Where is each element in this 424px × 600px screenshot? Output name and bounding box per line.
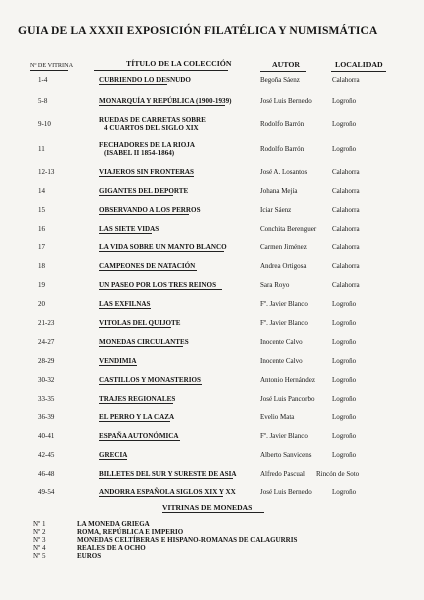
row-title: LAS EXFILNAS xyxy=(99,300,151,308)
row-location: Logroño xyxy=(332,395,357,403)
row-title: RUEDAS DE CARRETAS SOBRE xyxy=(99,116,206,124)
coin-title: EUROS xyxy=(77,552,102,560)
coin-number: Nº 1 xyxy=(33,520,46,528)
row-title-underline xyxy=(99,384,202,385)
row-number: 18 xyxy=(38,262,45,270)
row-title-underline xyxy=(99,233,152,234)
row-title: LA VIDA SOBRE UN MANTO BLANCO xyxy=(99,243,227,251)
row-title-underline xyxy=(99,289,222,290)
row-title-underline xyxy=(99,459,127,460)
row-location: Logroño xyxy=(332,300,357,308)
row-title: ANDORRA ESPAÑOLA SIGLOS XIX Y XX xyxy=(99,488,236,496)
row-number: 20 xyxy=(38,300,45,308)
row-number: 24-27 xyxy=(38,338,55,346)
header-author: AUTOR xyxy=(272,60,301,69)
row-number: 16 xyxy=(38,225,45,233)
row-number: 46-48 xyxy=(38,470,55,478)
row-author: José A. Losantos xyxy=(260,168,308,176)
row-author: Fº. Javier Blanco xyxy=(260,432,308,440)
row-author: Rodolfo Barrón xyxy=(260,120,305,128)
row-title: VENDIMIA xyxy=(99,357,137,365)
row-number: 40-41 xyxy=(38,432,55,440)
row-location: Calahorra xyxy=(332,262,360,270)
row-author: Evelio Mata xyxy=(260,413,295,421)
row-location: Logroño xyxy=(332,319,357,327)
row-title: CUBRIENDO LO DESNUDO xyxy=(99,76,191,84)
row-author: Alfredo Pascual xyxy=(260,470,305,478)
row-number: 36-39 xyxy=(38,413,55,421)
row-author: Conchita Berenguer xyxy=(260,225,317,233)
row-number: 15 xyxy=(38,206,45,214)
header-title-underline xyxy=(94,70,228,71)
row-number: 12-13 xyxy=(38,168,55,176)
row-author: Fº. Javier Blanco xyxy=(260,319,308,327)
row-title-underline xyxy=(99,270,197,271)
row-title: MONEDAS CIRCULANTES xyxy=(99,338,189,346)
row-title-underline xyxy=(99,195,173,196)
row-author: José Luis Bernedo xyxy=(260,97,312,105)
row-author: Andrea Ortigosa xyxy=(260,262,307,270)
row-location: Calahorra xyxy=(332,76,360,84)
coins-section-underline xyxy=(162,512,264,513)
coin-title: LA MONEDA GRIEGA xyxy=(77,520,150,528)
row-title: OBSERVANDO A LOS PERROS xyxy=(99,206,201,214)
row-location: Logroño xyxy=(332,488,357,496)
row-title-underline xyxy=(99,214,189,215)
header-num-underline xyxy=(30,70,68,71)
row-number: 28-29 xyxy=(38,357,55,365)
row-title: MONARQUÍA Y REPÚBLICA (1900-1939) xyxy=(99,97,232,105)
row-title-underline xyxy=(99,346,183,347)
row-location: Logroño xyxy=(332,338,357,346)
header-location: LOCALIDAD xyxy=(335,60,383,69)
coin-title: ROMA, REPÚBLICA E IMPERIO xyxy=(77,528,184,536)
row-title: GIGANTES DEL DEPORTE xyxy=(99,187,189,195)
row-author: Inocente Calvo xyxy=(260,357,303,365)
row-author: Begoña Sáenz xyxy=(260,76,300,84)
row-title: CASTILLOS Y MONASTERIOS xyxy=(99,376,201,384)
row-number: 19 xyxy=(38,281,45,289)
row-title-underline xyxy=(99,176,194,177)
row-title: LAS SIETE VIDAS xyxy=(99,225,160,233)
row-number: 21-23 xyxy=(38,319,55,327)
row-location: Logroño xyxy=(332,432,357,440)
header-title: TÍTULO DE LA COLECCIÓN xyxy=(126,59,232,68)
row-location: Logroño xyxy=(332,145,357,153)
row-location: Calahorra xyxy=(332,168,360,176)
row-location: Calahorra xyxy=(332,187,360,195)
row-title: CAMPEONES DE NATACIÓN xyxy=(99,262,196,270)
row-number: 33-35 xyxy=(38,395,55,403)
row-title-underline xyxy=(99,440,180,441)
row-author: Antonio Hernández xyxy=(260,376,316,384)
row-title-underline xyxy=(99,496,223,497)
coin-number: Nº 2 xyxy=(33,528,46,536)
row-author: Alberto Sanvicens xyxy=(260,451,312,459)
row-title-underline xyxy=(99,84,167,85)
row-location: Calahorra xyxy=(332,243,360,251)
row-location: Logroño xyxy=(332,451,357,459)
coin-title: REALES DE A OCHO xyxy=(77,544,146,552)
row-title-underline xyxy=(99,251,224,252)
header-author-underline xyxy=(260,71,306,72)
row-location: Rincón de Soto xyxy=(316,470,360,478)
row-number: 9-10 xyxy=(38,120,51,128)
row-number: 1-4 xyxy=(38,76,48,84)
row-number: 14 xyxy=(38,187,45,195)
row-author: Johana Mejía xyxy=(260,187,298,195)
row-number: 42-45 xyxy=(38,451,55,459)
row-title: 4 CUARTOS DEL SIGLO XIX xyxy=(104,124,199,132)
coin-number: Nº 4 xyxy=(33,544,46,552)
row-title-underline xyxy=(99,365,137,366)
row-title: BILLETES DEL SUR Y SURESTE DE ASIA xyxy=(99,470,237,478)
row-title: (ISABEL II 1854-1864) xyxy=(104,149,175,157)
row-title: FECHADORES DE LA RIOJA xyxy=(99,141,195,149)
row-title-underline xyxy=(99,478,233,479)
row-number: 17 xyxy=(38,243,45,251)
coin-number: Nº 3 xyxy=(33,536,46,544)
row-author: Sara Royo xyxy=(260,281,290,289)
row-number: 11 xyxy=(38,145,45,153)
row-author: Iciar Sáenz xyxy=(260,206,292,214)
row-location: Calahorra xyxy=(332,281,360,289)
row-author: José Luis Pancorbo xyxy=(260,395,315,403)
row-author: José Luis Bernedo xyxy=(260,488,312,496)
row-author: Inocente Calvo xyxy=(260,338,303,346)
row-location: Logroño xyxy=(332,120,357,128)
coin-number: Nº 5 xyxy=(33,552,46,560)
row-author: Fº. Javier Blanco xyxy=(260,300,308,308)
row-title: VITOLAS DEL QUIJOTE xyxy=(99,319,181,327)
document-title: GUIA DE LA XXXII EXPOSICIÓN FILATÉLICA Y NUMISMÁTICA xyxy=(18,24,378,37)
row-location: Logroño xyxy=(332,97,357,105)
row-author: Carmen Jiménez xyxy=(260,243,307,251)
header-location-underline xyxy=(331,71,386,72)
row-number: 49-54 xyxy=(38,488,55,496)
row-title: ESPAÑA AUTONÓMICA xyxy=(99,432,179,440)
row-number: 5-8 xyxy=(38,97,48,105)
row-location: Calahorra xyxy=(332,206,360,214)
row-title: GRECIA xyxy=(99,451,128,459)
row-location: Logroño xyxy=(332,376,357,384)
coins-section-title: VITRINAS DE MONEDAS xyxy=(162,503,253,512)
row-title: EL PERRO Y LA CAZA xyxy=(99,413,175,421)
row-title: TRAJES REGIONALES xyxy=(99,395,176,403)
row-title-underline xyxy=(99,105,225,106)
row-location: Logroño xyxy=(332,413,357,421)
row-location: Calahorra xyxy=(332,225,360,233)
row-title-underline xyxy=(99,327,171,328)
row-title: UN PASEO POR LOS TRES REINOS xyxy=(99,281,217,289)
row-title: VIAJEROS SIN FRONTERAS xyxy=(99,168,194,176)
row-author: Rodolfo Barrón xyxy=(260,145,305,153)
row-title-underline xyxy=(99,421,170,422)
header-num: Nº DE VITRINA xyxy=(30,62,74,69)
row-number: 30-32 xyxy=(38,376,55,384)
row-title-underline xyxy=(99,403,173,404)
row-location: Logroño xyxy=(332,357,357,365)
row-title-underline xyxy=(99,308,151,309)
coin-title: MONEDAS CELTÍBERAS E HISPANO-ROMANAS DE CALAGURRIS xyxy=(77,536,298,544)
